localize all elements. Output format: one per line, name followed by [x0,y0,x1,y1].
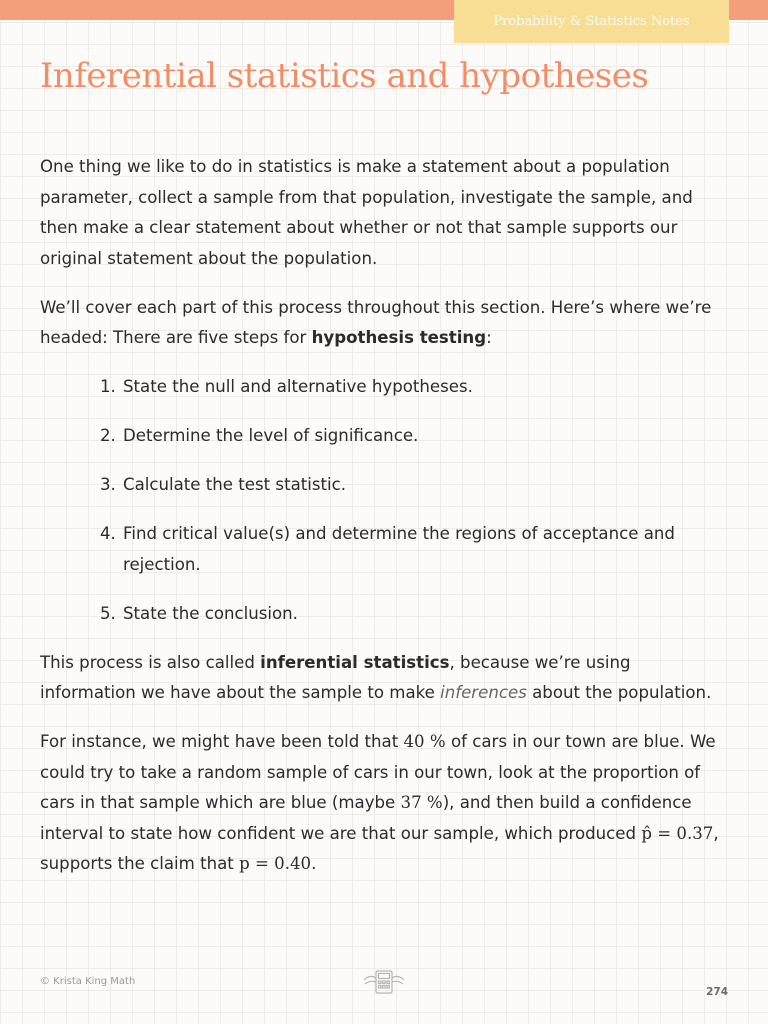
example-paragraph [40,727,730,880]
process-text-before: We’ll cover each part of this process throughout this section. Here’s where we’re headed: There are five steps for [40,297,712,347]
step-number: 1. [100,377,116,396]
inferential-text-before: This process is also called [40,652,261,672]
page-title: Inferential statistics and hypotheses [40,56,649,96]
step-text: Find critical value(s) and determine the regions of acceptance and rejection. [123,524,675,574]
main-content [40,152,730,898]
step-text: Determine the level of significance. [123,426,419,445]
example-text-5: . [311,854,317,873]
example-text-2: of cars in our town are blue. We could try to take a random sample of cars in our town, look at the proportion of cars in that sample which are blue (maybe [40,732,716,812]
header-tab [454,0,729,43]
hypothesis-testing-term: hypothesis testing [311,328,487,347]
intro-paragraph: One thing we like to do in statistics is make a statement about a population parameter, collect a sample from that population, investigate the sample, and then make a clear statement about whether or not that sample supports our original statement about the population. [40,157,693,268]
inferential-statistics-term: inferential statistics [260,652,450,672]
process-text-after: : [486,328,492,347]
page-number: 274 [706,986,728,998]
header-tab-label: Probability & Statistics Notes [493,14,690,29]
step-text: State the null and alternative hypotheses. [123,377,473,396]
inferential-text-middle: , because we’re using information we have about the sample to make [40,652,631,702]
inferences-term: inferences [440,683,527,702]
math-thirty-seven-percent: 37 % [400,793,443,812]
list-item [100,519,730,580]
steps-list [40,372,730,629]
list-item [100,599,730,630]
math-p-hat: p̂ = 0.37 [641,823,714,843]
step-number: 5. [100,603,116,623]
inferential-text-after: about the population. [526,683,712,702]
example-text-4: , supports the claim that [40,823,719,873]
math-p: p = 0.40 [239,854,312,873]
list-item [100,421,730,452]
step-text: Calculate the test statistic. [123,475,347,494]
step-number: 4. [100,524,116,543]
example-text-3: ), and then build a confidence interval to state how confident we are that our sample, which produced [40,793,692,843]
step-number: 2. [100,426,116,445]
step-number: 3. [100,475,116,494]
copyright-text: © Krista King Math [40,976,136,987]
process-paragraph [40,293,730,354]
step-text: State the conclusion. [123,603,298,623]
list-item [100,372,730,403]
math-forty-percent: 40 % [403,732,446,751]
example-text-1: For instance, we might have been told that [40,732,404,751]
list-item [100,470,730,501]
calculator-logo-icon [360,966,408,996]
inferential-paragraph [40,648,730,709]
